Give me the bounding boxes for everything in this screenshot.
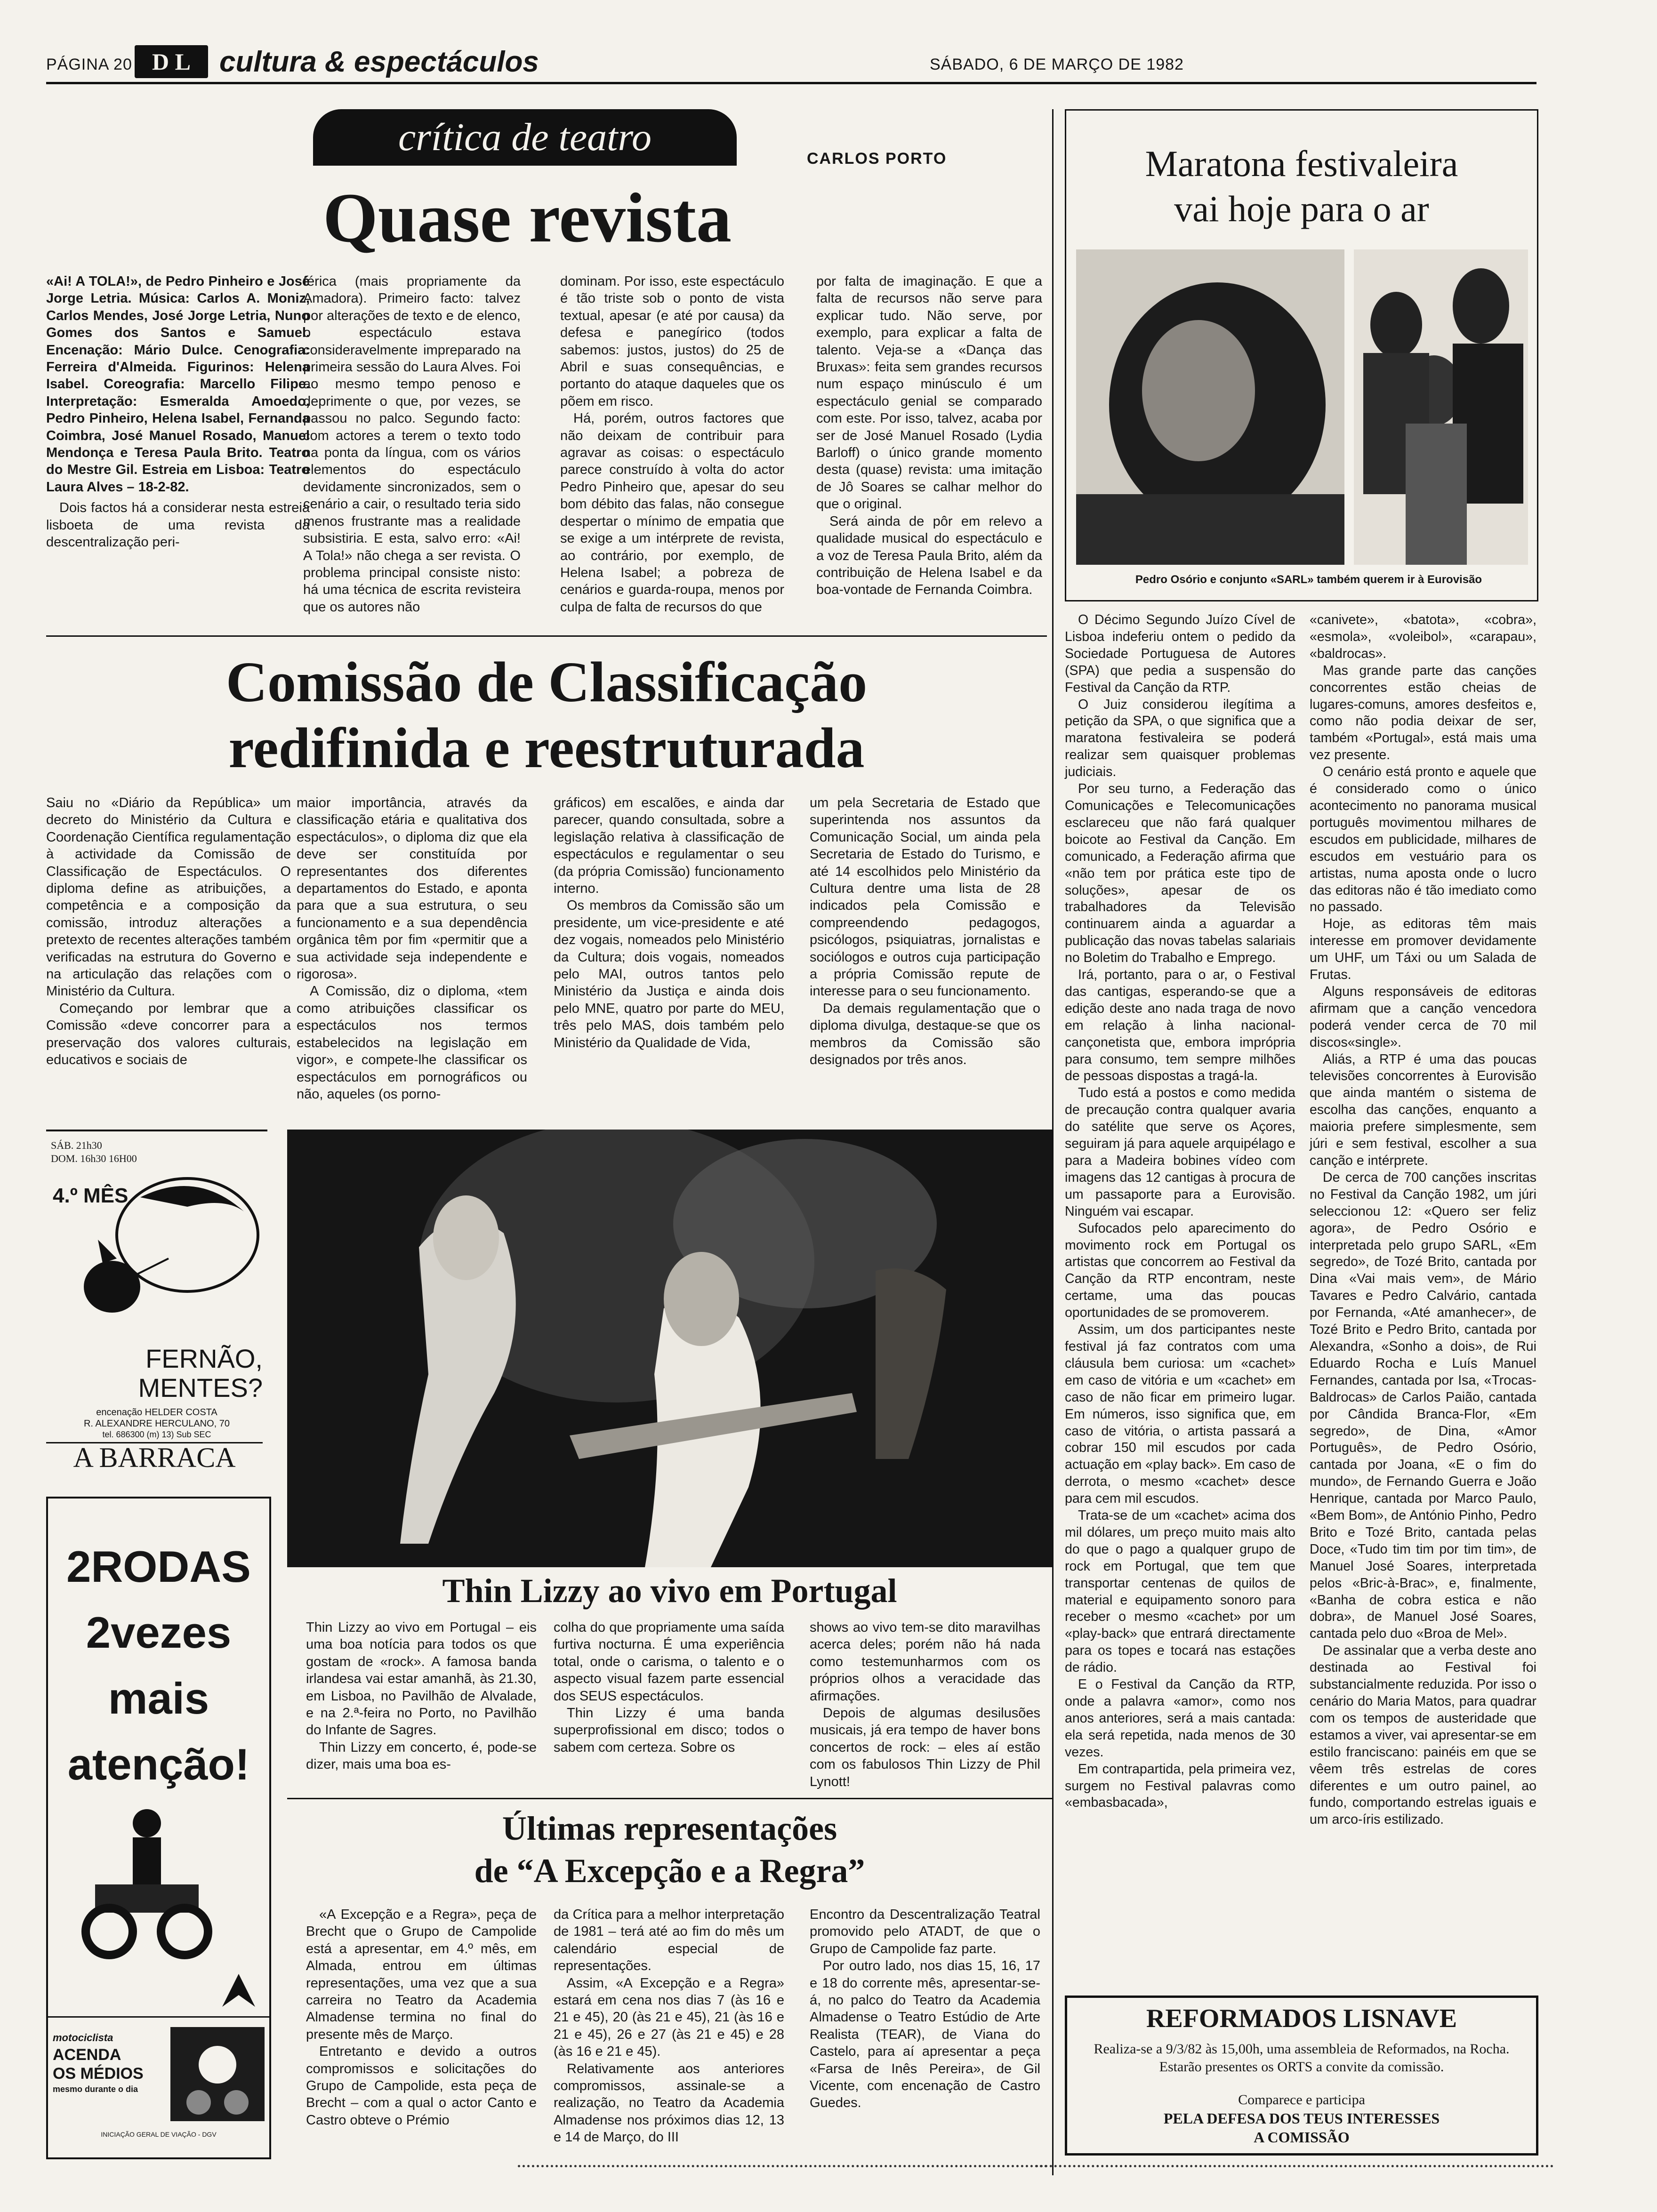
critica-col-1 [46, 273, 310, 551]
ad-rodas-line-2: 2vezes [86, 1608, 232, 1657]
arrow-logo-icon [217, 1969, 260, 2012]
reformados-sign: A COMISSÃO [1254, 2129, 1350, 2146]
ad-barraca-phone: tel. 686300 (m) 13) Sub SEC [102, 1430, 211, 1439]
thin-lizzy-col-2: colha do que propriamente uma saída furtiva nocturna. É uma experiência total, onde o carisma, o talento e o aspecto visual fazem parte essencial dos SEUS espectáculos. Thin Lizzy é uma banda superprofissional em disco; todos o sabem com certeza. Sobre os [554, 1620, 784, 1755]
ad-barraca-director: encenação HELDER COSTA [96, 1407, 217, 1418]
ad-barraca-title-2: MENTES? [138, 1373, 263, 1403]
issue-date: SÁBADO, 6 DE MARÇO DE 1982 [930, 56, 1184, 73]
maratona-col-2: «canivete», «batota», «cobra», «esmola», «voleibol», «carapau», «baldrocas». Mas grande parte das canções concorrentes estão cheias de lugares-comuns, amores desfeitos e, como não podia deixar de ser, também «Portugal», está mais uma vez presente. O cenário está pronto e aquele que é considerado como o único acontecimento no panorama musical português movimentou milhares de escudos em publicidade, milhares de escudos em vestuário para os artistas, numa aposta onde o lucro das editoras não é tão imediato como no passado. Hoje, as editoras têm mais interesse em promover devidamente um UHF, um Táxi ou um Salada de Frutas. Alguns responsáveis de editoras afirmam que a canção vencedora poderá vender cerca de 70 mil discos«single». Aliás, a RTP é uma das poucas televisões concorrentes à Eurovisão que ainda mantém o sistema de escolha das canções, enquanto a maioria prefere simplesmente, sem júri e sem festival, escolher a sua canção e intérprete. De cerca de 700 canções inscritas no Festival da Canção 1982, um júri seleccionou 12: «Quero ser feliz agora», de Pedro Osório e interpretada pelo grupo SARL, «Em segredo», de Tozé Brito, cantada por Dina «Vai mais vem», de Mário Tavares e Pedro Calvário, cantada por Fernanda, «Até amanhecer», de Tozé Brito e Pedro Brito, cantada por Alexandra, «Sonho a dois», de Rui Eduardo Rocha e Luís Manuel Fernandes, cantada por Isa, «Trocas-Baldrocas» de Carlos Paião, cantada por Cândida Branca-Flor, «Em segredo», de Dina, «Amor Português», de Pedro Osório, cantada por Joana, «E o fim do mundo», de Fernando Guerra e João Henrique, cantada por Marco Paulo, «Bem Bom», de António Pinho, Pedro Brito e Tozé Brito, cantada pelas Doce, «Tudo tim tim por tim tim», de Manuel José Soares, interpretada pelos «Bric-à-Brac», e, finalmente, «Banha de cobra estica e não dobra», de Manuel José Soares, cantada pelo duo «Broa de Mel». De assinalar que a verba deste ano destinada ao Festival foi substancialmente reduzida. Por isso o cenário do Maria Matos, para quadrar com os tempos de austeridade que estamos a viver, vai apresentar-se em estilo franciscano: painéis em que se vêem três estrelas de cores diferentes e um outro painel, ao fundo, comportando estrelas iguais e um arco-íris estilizado. [1310, 612, 1536, 1827]
cut-line-right [1036, 2165, 1553, 2167]
critica-col-4: por falta de imaginação. E que a falta de recursos não serve para explicar tudo. Não serve, por exemplo, para explicar a falta de talento. Veja-se a «Dança das Bruxas»: feita sem grandes recursos num espaço minúsculo é um espectáculo genial se comparado com este. Por isso, talvez, acaba por ser de José Manuel Rosado (Lydia Barloff) o único grande momento desta (quase) revista: uma imitação de Jô Soares se calhar melhor do que o original. Será ainda de pôr em relevo a qualidade musical do espectáculo e a voz de Teresa Paula Brito, além da contribuição de Helena Isabel e da boa-vontade de Fernanda Coimbra. [816, 274, 1042, 598]
critica-col-2: férica (mais propriamente da Amadora). Primeiro facto: talvez por alterações de texto e de elenco, o espectáculo estava consideravelmente impreparado na primeira sessão do Laura Alves. Foi ao mesmo tempo penoso e deprimente o que, por vezes, se passou no palco. Segundo facto: com actores a terem o texto todo na ponta da língua, com os vários elementos do espectáculo devidamente sincronizados, sem o cenário a cair, o resultado teria sido menos frustrante mas a realidade subsistiria. E esta, salvo erro: «Ai! A Tola!» não chega a ser revista. O problema principal consiste nisto: há uma técnica de escrita revisteira que os autores não [303, 274, 521, 615]
critica-title: Quase revista [323, 179, 732, 257]
ad-barraca-name: A BARRACA [46, 1442, 263, 1472]
ad-barraca-address: R. ALEXANDRE HERCULANO, 70 [83, 1419, 230, 1429]
comissao-col-4: um pela Secretaria de Estado que superintenda nos assuntos da Comunicação Social, um ainda pela Secretaria de Estado do Turismo, e até 14 escolhidos pelo Ministério da Cultura dentre uma lista de 28 indicados pela Comissão e compreendendo pedagogos, psicólogos, psiquiatras, jornalistas e sociólogos e outros cuja participação a própria Comissão repute de interesse para o seu funcionamento. Da demais regulamentação que o diploma divulga, destaque-se que os membros da Comissão são designados por três anos. [810, 795, 1040, 1068]
maratona-col-1: O Décimo Segundo Juízo Cível de Lisboa indeferiu ontem o pedido da Sociedade Portuguesa de Autores (SPA) que pedia a suspensão do Festival da Canção da RTP. O Juiz considerou ilegítima a petição da SPA, o que significa que a maratona festivaleira se poderá realizar sem quaisquer problemas judiciais. Por seu turno, a Federação das Comunicações e Telecomunicações esclareceu que não fará qualquer boicote ao Festival da Canção. Em comunicado, a Federação afirma que «não tem por prática este tipo de soluções», apesar de os trabalhadores da Televisão continuarem ainda a aguardar a publicação das novas tabelas salariais no Boletim do Trabalho e Emprego. Irá, portanto, para o ar, o Festival das cantigas, esperando-se que a edição deste ano nada traga de novo em relação à linha nacional-cançonetista que, embora imprópria para consumo, tem sempre milhões de pessoas dispostas a tragá-la. Tudo está a postos e como medida de precaução contra qualquer avaria do satélite que serve os Açores, seguiram já para aquele arquipélago e para a Madeira bobines vídeo com imagens das 12 cantigas à procura de um passaporte para a Eurovisão. Ninguém vai escapar. Sufocados pelo aparecimento do movimento rock em Portugal os artistas que concorrem ao Festival da Canção da RTP encontram, neste certame, uma das poucas oportunidades de se promoverem. Assim, um dos participantes neste festival já faz contratos com uma cláusula bem curiosa: um «cachet» em caso de vitória e um «cachet» em caso de não ficar em primeiro lugar. Em números, isso significa que, em caso de vitória, o artista passará a cobrar 150 mil escudos por cada actuação em «play back». Em caso de derrota, o mesmo «cachet» desce para cem mil escudos. Trata-se de um «cachet» acima dos mil dólares, um preço muito mais alto do que o pago a qualquer grupo de rock em Portugal, que tem que transportar centenas de quilos de material e equipamento sonoro para receber o mesmo «cachet» por um «play-back» que entrará directamente para os topes e tocará nas estações de rádio. E o Festival da Canção da RTP, onde a palavra «amor», como nos anos anteriores, será a mais cantada: ela será repetida, nada menos de 30 vezes. Em contrapartida, pela primeira vez, surgem no Festival palavras como «embasbacada», [1065, 612, 1295, 1811]
maratona-title-2: vai hoje para o ar [1174, 188, 1429, 229]
ad-duas-rodas [46, 1497, 271, 2159]
sarl-band-photo [1354, 249, 1528, 565]
critica-author: CARLOS PORTO [807, 150, 947, 168]
reformados-body: Realiza-se a 9/3/82 às 15,00h, uma assembleia de Reformados, na Rocha. Estarão presentes os ORTS a convite da comissão. [1094, 2041, 1510, 2075]
comissao-col-2: maior importância, através da classificação etária e qualitativa dos espectáculos», o diploma diz que ela deve ser constituída por representantes dos diferentes departamentos do Estado, e aponta para que a sua estrutura, o seu funcionamento e a sua dependência orgânica têm por fim «permitir que a sua actividade seja independente e rigorosa». A Comissão, diz o diploma, «tem como atribuições classificar os espectáculos nos termos estabelecidos na legislação em vigor», e compete-lhe classificar os espectáculos em pornográficos ou não, aqueles (os porno- [297, 795, 527, 1102]
ad-rodas-moto-scene [170, 2027, 265, 2121]
excepcao-title-1: Últimas representações [502, 1810, 837, 1847]
critica-col-3: dominam. Por isso, este espectáculo é tão triste sob o ponto de vista textual, apesar (e até por causa) da defesa e panegírico (todos sabemos: justos, justos) do 25 de Abril e suas consequências, e portanto do ataque daqueles que os põem em risco. Há, porém, outros factores que não deixam de contribuir para agravar as coisas: o espectáculo parece construído à volta do actor Pedro Pinheiro que, apesar do seu bom débito das falas, não consegue despertar o mínimo de empatia que se exige a um intérprete de revista, ao contrário, por exemplo, de Helena Isabel; a pobreza de cenários e guarda-roupa, menos por culpa de falta de recursos do que [560, 274, 784, 615]
motorcycle-icon [76, 1804, 217, 1960]
header-rule [46, 82, 1536, 84]
reformados-title: REFORMADOS LISNAVE [1146, 2004, 1457, 2033]
excepcao-col-2: da Crítica para a melhor interpretação de 1981 – terá até ao fim do mês um calendário especial de representações. Assim, «A Excepção e a Regra» estará em cena nos dias 7 (às 16 e 21 e 45), 20 (às 21 e 45), 21 (às 16 e 21 e 45), 26 e 27 (às 21 e 45) e 28 (às 16 e 21 e 45). Relativamente aos anteriores compromissos, assinale-se a realização, no Teatro da Academia Almadense nos próximos dias 12, 13 e 14 de Março, do III [554, 1907, 784, 2145]
maratona-caption: Pedro Osório e conjunto «SARL» também querem ir à Eurovisão [1135, 573, 1482, 586]
thin-lizzy-bottom-rule [287, 1798, 1052, 1799]
dl-logo-icon: D L [135, 45, 208, 78]
thin-lizzy-photo [287, 1130, 1052, 1567]
comissao-col-3: gráficos) em escalões, e ainda dar parecer, quando consultada, sobre a legislação relativa à classificação de espectáculos e regulamentar o seu (da própria Comissão) funcionamento interno. Os membros da Comissão são um presidente, um vice-presidente e até dez vogais, nomeados pelo Ministério da Cultura; dois vogais, nomeados pelo MAI, outros tantos pelo Ministério da Justiça e ainda dois pelo MNE, quatro por parte do MEU, três pelo MAS, dois também pelo Ministério da Qualidade de Vida, [554, 795, 784, 1050]
ad-barraca-run: 4.º MÊS [53, 1184, 129, 1207]
reformados-call: Comparece e participa [1238, 2092, 1365, 2108]
reformados-slogan: PELA DEFESA DOS TEUS INTERESSES [1163, 2110, 1440, 2127]
reformados-notice [1065, 1996, 1538, 2156]
page-number: PÁGINA 20 [46, 56, 132, 73]
comissao-title-1: Comissão de Classificação [225, 650, 868, 714]
critica-col1-tail: Dois factos há a considerar nesta estreia lisboeta de uma revista da descentralização peri- [46, 500, 310, 550]
ad-rodas-footer: motociclista ACENDA OS MÉDIOS mesmo durante o dia INICIAÇÃO GERAL DE VIAÇÃO - DGV [48, 2016, 269, 2157]
excepcao-title-2: de “A Excepção e a Regra” [474, 1852, 865, 1890]
ad-rodas-line-4: atenção! [67, 1739, 250, 1789]
critica-credits: «Ai! A TOLA!», de Pedro Pinheiro e José Jorge Letria. Música: Carlos A. Moniz, Carlos Mendes, José Jorge Letria, Nuno Gomes dos Santos e Samuel. Encenação: Mário Dulce. Cenografia: Ferreira d'Almeida. Figurinos: Helena Isabel. Coreografia: Marcello Filipe. Interpretação: Esmeralda Amoedo, Pedro Pinheiro, Helena Isabel, Fernanda Coimbra, José Manuel Rosado, Manuel Mendonça e Teresa Paula Brito. Teatro do Mestre Gil. Estreia em Lisboa: Teatro Laura Alves – 18-2-82. [46, 274, 310, 495]
cut-line-left [518, 2165, 1047, 2167]
excepcao-col-1: «A Excepção e a Regra», peça de Brecht que o Grupo de Campolide está a apresentar, em 4.º mês, em Almada, entrou em últimas representações, uma vez que a sua carreira no Teatro da Academia Almadense termina no final do presente mês de Março. Entretanto e devido a outros compromissos e solicitações do Grupo de Campolide, esta peça de Brecht – com a qual o actor Canto e Castro obteve o Prémio [306, 1907, 537, 2128]
ad-barraca-illustration [46, 1169, 263, 1329]
ad-barraca [46, 1130, 267, 1473]
section-name: cultura & espectáculos [219, 46, 539, 78]
critica-bottom-rule [46, 635, 1047, 637]
ad-barraca-title-1: FERNÃO, [145, 1344, 263, 1373]
right-column-divider [1052, 109, 1054, 2175]
excepcao-col-3: Encontro da Descentralização Teatral promovido pelo ATADT, de que o Grupo de Campolide faz parte. Por outro lado, nos dias 15, 16, 17 e 18 do corrente mês, apresentar-se-á, no palco do Teatro da Academia Almadense o Teatro Estúdio de Arte Realista (TEAR), de Viana do Castelo, para aí apresentar a peça «Farsa de Inês Pereira», de Gil Vicente, com encenação de Castro Guedes. [810, 1907, 1040, 2111]
critica-banner: crítica de teatro [313, 109, 737, 166]
thin-lizzy-col-1: Thin Lizzy ao vivo em Portugal – eis uma boa notícia para todos os que gostam de «rock». A famosa banda irlandesa vai estar amanhã, às 21.30, em Lisboa, no Pavilhão de Alvalade, e na 2.ª-feira no Porto, no Pavilhão do Infante de Sagres. Thin Lizzy em concerto, é, pode-se dizer, mais uma boa es- [306, 1620, 537, 1772]
comissao-title-2: redifinida e reestruturada [228, 716, 865, 780]
maratona-title-1: Maratona festivaleira [1145, 143, 1458, 184]
ad-rodas-line-1: 2RODAS [66, 1542, 251, 1591]
thin-lizzy-col-3: shows ao vivo tem-se dito maravilhas acerca deles; porém não há nada como testemunharmos com os próprios olhos a veracidade das afirmações. Depois de algumas desilusões musicais, já era tempo de haver bons concertos de rock: – eles aí estão com os fabulosos Thin Lizzy de Phil Lynott! [810, 1620, 1040, 1789]
pedro-osorio-photo [1076, 249, 1344, 565]
ad-barraca-schedule: SÁB. 21h30 DOM. 16h30 16H00 [51, 1139, 137, 1164]
thin-lizzy-title: Thin Lizzy ao vivo em Portugal [442, 1572, 897, 1610]
comissao-col-1: Saiu no «Diário da República» um decreto do Ministério da Cultura e Coordenação Científica regulamentação à actividade da Comissão de Classificação de Espectáculos. O diploma define as atribuições, a competência e a composição da comissão, introduz alterações a pretexto de recentes alterações também verificadas na estrutura do Governo e na articulação das relações com o Ministério da Cultura. Começando por lembrar que a Comissão «deve concorrer para a preservação dos valores culturais, educativos e sociais de [46, 795, 291, 1068]
ad-rodas-line-3: mais [108, 1674, 209, 1723]
